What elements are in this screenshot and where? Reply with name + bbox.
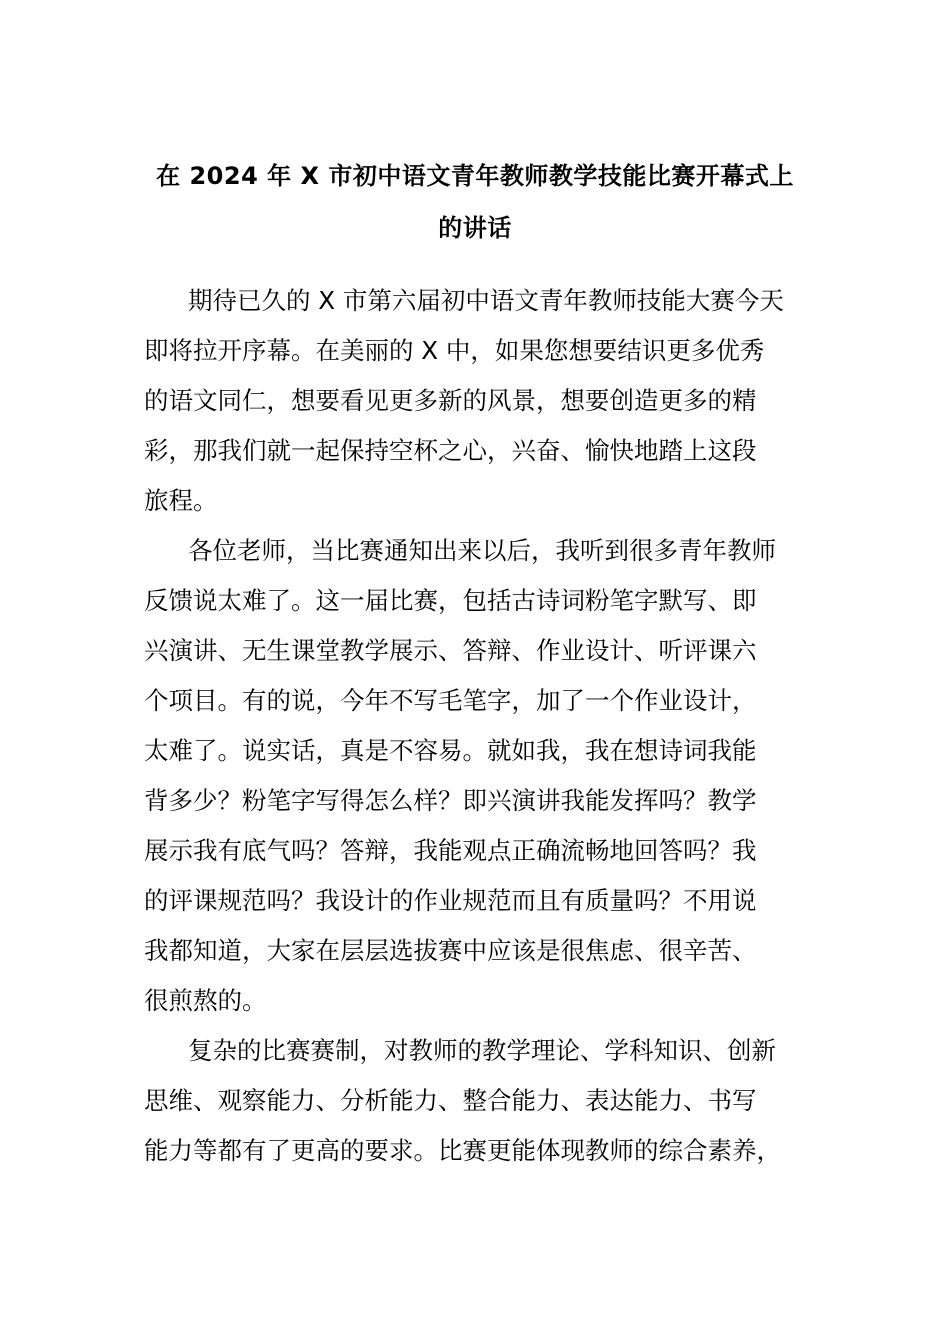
paragraph-line: 我都知道，大家在层层选拔赛中应该是很焦虑、很辛苦、: [144, 936, 757, 965]
document-body: [144, 276, 810, 1176]
paragraph-line: 个项目。有的说，今年不写毛笔字，加了一个作业设计，: [144, 686, 757, 715]
paragraph-line: 很煎熬的。: [144, 986, 267, 1015]
paragraph-line: 反馈说太难了。这一届比赛，包括古诗词粉笔字默写、即: [144, 586, 757, 615]
paragraph-line: 能力等都有了更高的要求。比赛更能体现教师的综合素养，: [144, 1136, 781, 1165]
paragraph-line: 背多少？粉笔字写得怎么样？即兴演讲我能发挥吗？教学: [144, 786, 757, 815]
paragraph: [144, 526, 810, 1026]
paragraph-line: 旅程。: [144, 486, 218, 515]
paragraph-line: 太难了。说实话，真是不容易。就如我，我在想诗词我能: [144, 736, 757, 765]
paragraph-line: 兴演讲、无生课堂教学展示、答辩、作业设计、听评课六: [144, 636, 757, 665]
paragraph-line: 彩，那我们就一起保持空杯之心，兴奋、愉快地踏上这段: [144, 436, 757, 465]
title-line: 在 2024 年 X 市初中语文青年教师教学技能比赛开幕式上: [156, 162, 794, 190]
title-line: 的讲话: [438, 214, 512, 242]
paragraph-line: 的语文同仁，想要看见更多新的风景，想要创造更多的精: [144, 386, 757, 415]
document-title: [120, 150, 830, 254]
paragraph-line: 期待已久的 X 市第六届初中语文青年教师技能大赛今天: [188, 286, 784, 315]
paragraph-line: 各位老师，当比赛通知出来以后，我听到很多青年教师: [188, 536, 776, 565]
paragraph-line: 即将拉开序幕。在美丽的 X 中，如果您想要结识更多优秀: [144, 336, 765, 365]
paragraph: [144, 1026, 810, 1176]
paragraph-line: 思维、观察能力、分析能力、整合能力、表达能力、书写: [144, 1086, 757, 1115]
paragraph-line: 展示我有底气吗？答辩，我能观点正确流畅地回答吗？我: [144, 836, 757, 865]
paragraph-line: 复杂的比赛赛制，对教师的教学理论、学科知识、创新: [188, 1036, 776, 1065]
paragraph: [144, 276, 810, 526]
paragraph-line: 的评课规范吗？我设计的作业规范而且有质量吗？不用说: [144, 886, 757, 915]
